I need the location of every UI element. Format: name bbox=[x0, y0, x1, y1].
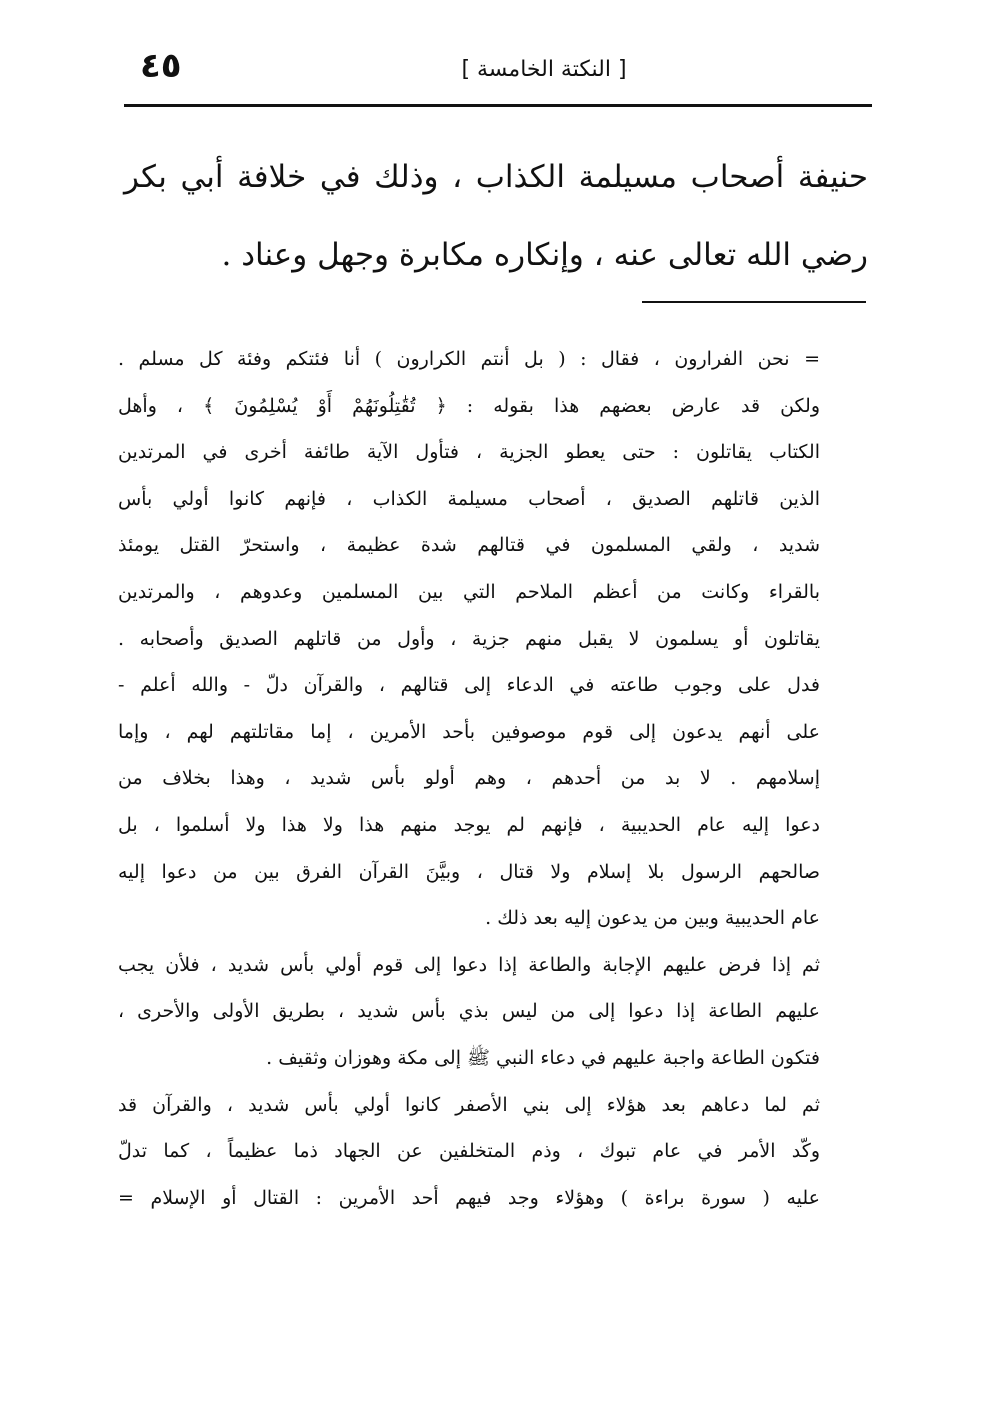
page-number: ٤٥ bbox=[140, 46, 182, 86]
footnote-line: صالحهم الرسول بلا إسلام ولا قتال ، وبيَّنَ القرآن الفرق بين من دعوا إليه bbox=[118, 860, 820, 883]
running-head: [ النكتة الخامسة ] bbox=[461, 57, 627, 82]
footnote-line: ولكن قد عارض بعضهم هذا بقوله : ﴿ تُقَٰتِلُونَهُمْ أَوْ يُسْلِمُونَ ﴾ ، وأهل bbox=[118, 394, 820, 417]
footnote-line: ثم لما دعاهم بعد هؤلاء إلى بني الأصفر كانوا أولي بأس شديد ، والقرآن قد bbox=[118, 1093, 820, 1116]
footnote-line: الذين قاتلهم الصديق ، أصحاب مسيلمة الكذاب ، فإنهم كانوا أولي بأس bbox=[118, 487, 820, 510]
footnote-line: وكّد الأمر في عام تبوك ، وذم المتخلفين عن الجهاد ذما عظيماً ، كما تدلّ bbox=[118, 1140, 820, 1163]
footnote-line: فدل على وجوب طاعته في الدعاء إلى قتالهم ، والقرآن دلّ - والله أعلم - bbox=[118, 674, 820, 697]
footnote-line: = نحن الفرارون ، فقال : ( بل أنتم الكرارون ) أنا فئتكم وفئة كل مسلم . bbox=[118, 348, 820, 370]
footnote-line: بالقراء وكانت من أعظم الملاحم التي بين المسلمين وعدوهم ، والمرتدين bbox=[118, 580, 820, 603]
footnote-line: شديد ، ولقي المسلمون في قتالهم شدة عظيمة ، واستحرّ القتل يومئذ bbox=[118, 534, 820, 557]
footnote-line: عام الحديبية وبين من يدعون إليه بعد ذلك . bbox=[485, 907, 820, 930]
footnote-line: ثم إذا فرض عليهم الإجابة والطاعة إذا دعوا إلى قوم أولي بأس شديد ، فلأن يجب bbox=[118, 953, 820, 976]
footnote-line: عليهم الطاعة إذا دعوا إلى من ليس بذي بأس شديد ، بطريق الأولى والأحرى ، bbox=[118, 1000, 820, 1023]
footnote-line: إسلامهم . لا بد من أحدهم ، وهم أولو بأس شديد ، وهذا بخلاف من bbox=[118, 767, 820, 790]
footnote-rule bbox=[642, 301, 866, 303]
main-line: رضي الله تعالى عنه ، وإنكاره مكابرة وجهل وعناد . bbox=[221, 237, 868, 273]
footnote-line: الكتاب يقاتلون : حتى يعطو الجزية ، فتأول الآية طائفة أخرى في المرتدين bbox=[118, 441, 820, 464]
footnote-line: فتكون الطاعة واجبة عليهم في دعاء النبي ﷺ إلى مكة وهوزان وثقيف . bbox=[266, 1046, 820, 1069]
footnote-line: يقاتلون أو يسلمون لا يقبل منهم جزية ، وأول من قاتلهم الصديق وأصحابه . bbox=[118, 627, 820, 650]
footnote-block bbox=[118, 336, 820, 1221]
footnote-line: على أنهم يدعون إلى قوم موصوفين بأحد الأمرين ، إما مقاتلتهم لهم ، وإما bbox=[118, 720, 820, 743]
page-header bbox=[124, 40, 872, 100]
main-line: حنيفة أصحاب مسيلمة الكذاب ، وذلك في خلافة أبي بكر bbox=[124, 159, 868, 195]
footnote-line: عليه ( سورة براءة ) وهؤلاء وجد فيهم أحد الأمرين : القتال أو الإسلام = bbox=[118, 1186, 820, 1209]
main-text bbox=[124, 138, 868, 294]
header-rule bbox=[124, 104, 872, 107]
footnote-line: دعوا إليه عام الحديبية ، فإنهم لم يوجد منهم هذا ولا هذا ولا أسلموا ، بل bbox=[118, 813, 820, 836]
